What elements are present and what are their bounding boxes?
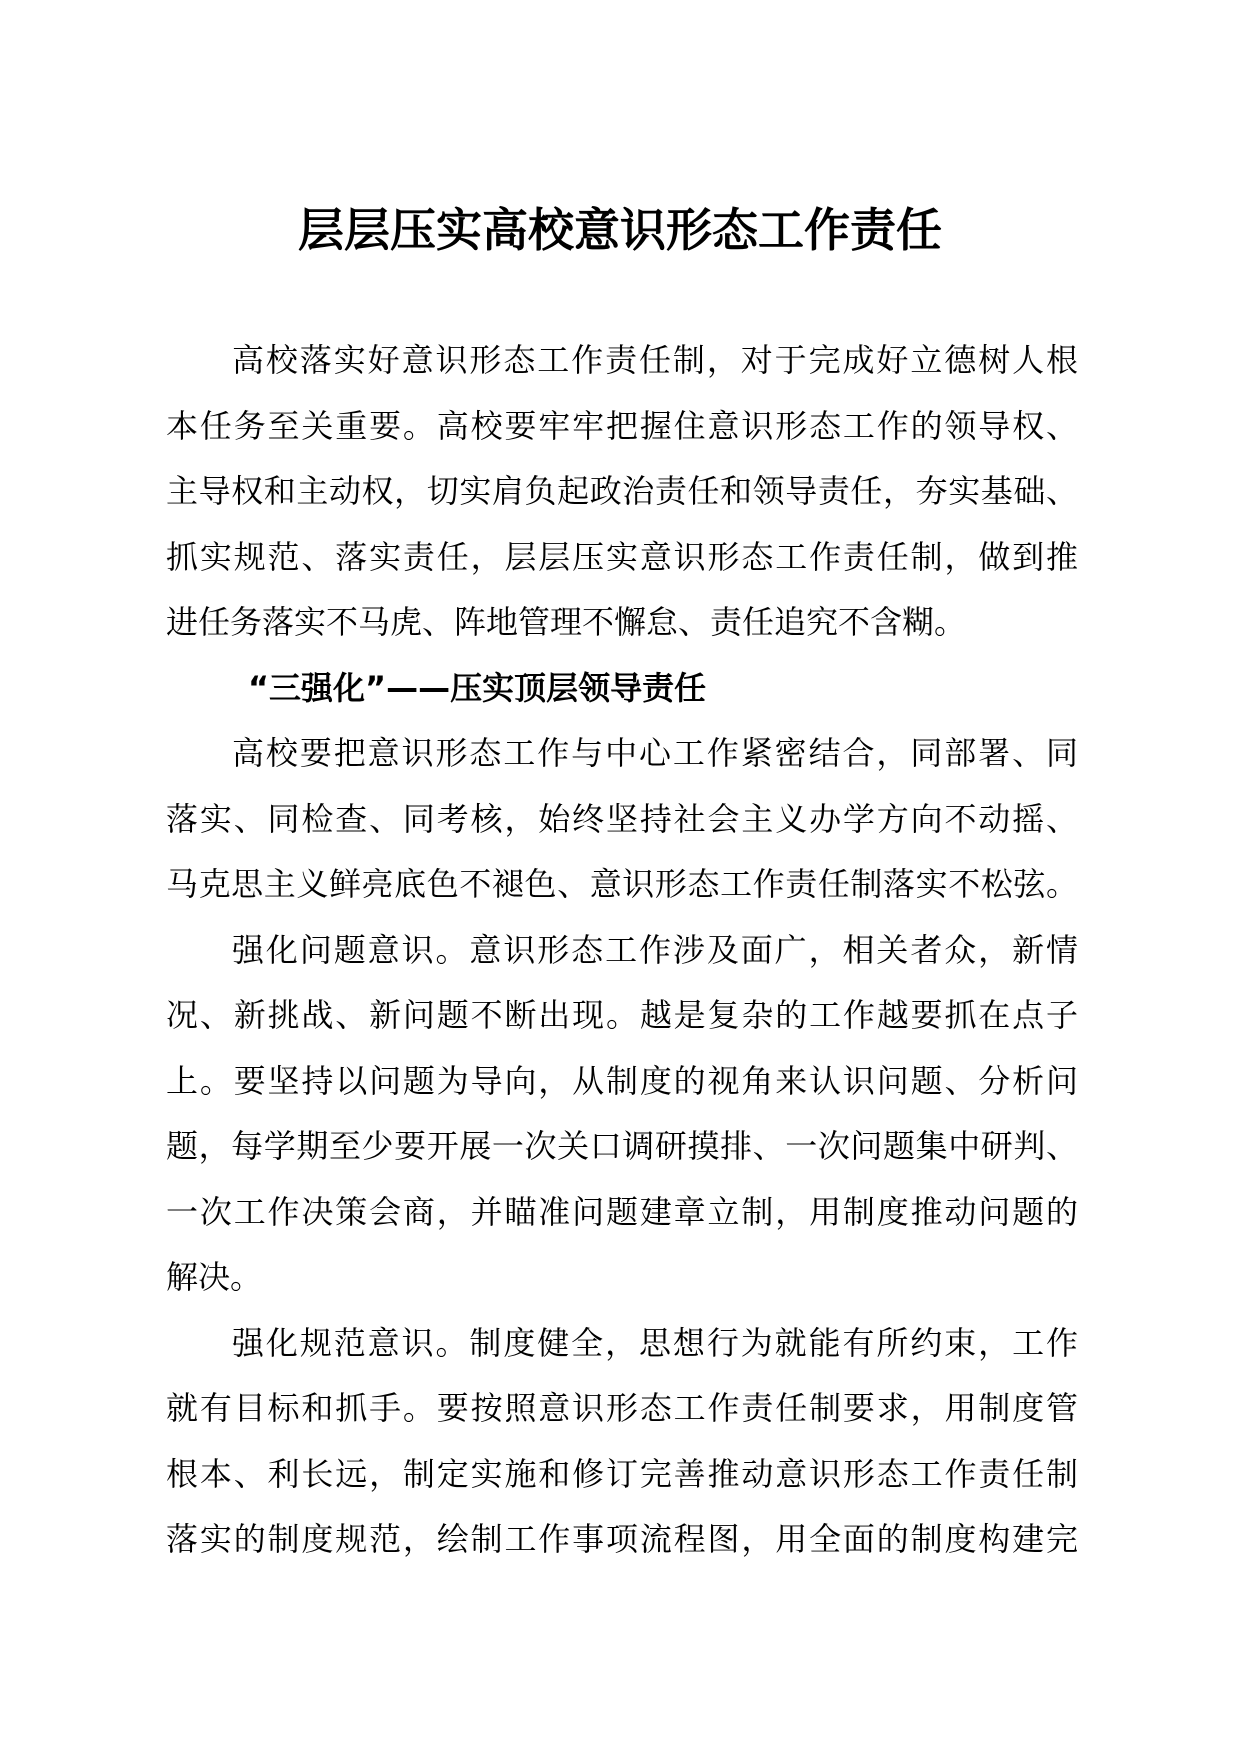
paragraph <box>166 918 1078 1311</box>
document-title: 层层压实高校意识形态工作责任 <box>298 203 942 257</box>
text-line: 强化问题意识。意识形态工作涉及面广，相关者众，新情 <box>232 930 1078 969</box>
text-line: 高校落实好意识形态工作责任制，对于完成好立德树人根 <box>232 341 1078 379</box>
section-heading: “三强化”——压实顶层领导责任 <box>248 668 707 707</box>
text-line: 高校要把意识形态工作与中心工作紧密结合，同部署、同 <box>232 734 1078 772</box>
text-line: 本任务至关重要。高校要牢牢把握住意识形态工作的领导权、 <box>166 406 1078 445</box>
text-line: 上。要坚持以问题为导向，从制度的视角来认识问题、分析问 <box>166 1061 1078 1100</box>
text-line: 就有目标和抓手。要按照意识形态工作责任制要求，用制度管 <box>166 1389 1078 1427</box>
paragraph <box>166 721 1078 918</box>
paragraph <box>166 1311 1078 1573</box>
text-line: 况、新挑战、新问题不断出现。越是复杂的工作越要抓在点子 <box>166 996 1078 1034</box>
text-line: 解决。 <box>166 1258 263 1296</box>
text-line: 抓实规范、落实责任，层层压实意识形态工作责任制，做到推 <box>166 537 1078 576</box>
text-line: 根本、利长远，制定实施和修订完善推动意识形态工作责任制 <box>166 1454 1078 1493</box>
text-line: 落实、同检查、同考核，始终坚持社会主义办学方向不动摇、 <box>166 799 1078 838</box>
document-body <box>166 328 1078 1573</box>
text-line: 落实的制度规范，绘制工作事项流程图，用全面的制度构建完 <box>166 1520 1078 1558</box>
text-line: 进任务落实不马虎、阵地管理不懈怠、责任追究不含糊。 <box>166 603 967 641</box>
text-line: 主导权和主动权，切实肩负起政治责任和领导责任，夯实基础、 <box>166 472 1078 510</box>
text-line: 题，每学期至少要开展一次关口调研摸排、一次问题集中研判、 <box>166 1127 1078 1165</box>
text-line: 一次工作决策会商，并瞄准问题建章立制，用制度推动问题的 <box>166 1192 1078 1231</box>
text-line: 强化规范意识。制度健全，思想行为就能有所约束，工作 <box>232 1323 1078 1362</box>
text-line: 马克思主义鲜亮底色不褪色、意识形态工作责任制落实不松弦。 <box>166 865 1078 903</box>
paragraph-intro <box>166 328 1078 656</box>
